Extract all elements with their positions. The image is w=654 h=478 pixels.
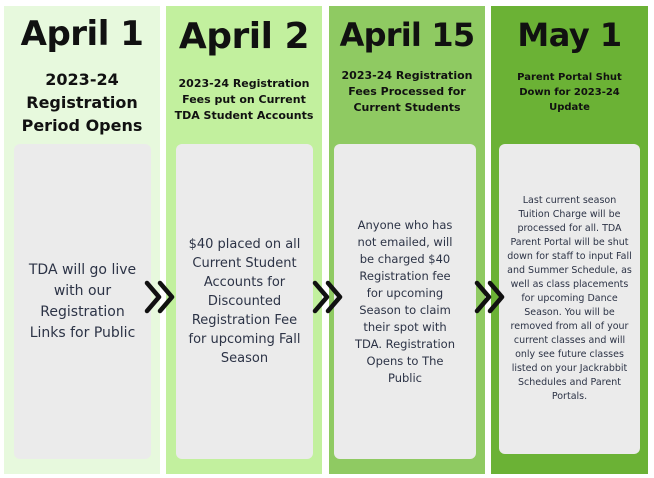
milestone-description: Anyone who has not emailed, will be charged $40 Registration fee for upcoming Season to claim their spot with TDA. Registration Opens to The Public — [354, 217, 455, 385]
double-chevron-right-icon — [142, 279, 178, 315]
milestone-title: 2023-24 Registration Fees put on Current TDA Student Accounts — [174, 77, 314, 122]
milestone-title: Parent Portal Shut Down for 2023-24 Update — [517, 72, 622, 113]
milestone-description: $40 placed on all Current Student Accounts for Discounted Registration Fee for upcoming Fall Season — [188, 237, 301, 366]
milestone-card — [334, 144, 476, 459]
milestone-title: 2023-24 Registration Fees Processed for Current Students — [341, 69, 473, 114]
timeline-column-april-1 — [4, 6, 160, 474]
timeline-column-april-15 — [329, 6, 485, 474]
milestone-description: Last current season Tuition Charge will be processed for all. TDA Parent Portal will be shut down for staff to input Fall and Summer Schedule, as well as class placements for upcoming Dance Season. You will be removed from all of your current classes and will only see future classes listed on your Jackrabbit Schedules and Parent Portals. — [507, 195, 632, 402]
milestone-title: 2023-24 Registration Period Opens — [21, 70, 143, 135]
date-heading: April 1 — [20, 14, 144, 54]
timeline-column-april-2 — [166, 6, 322, 474]
milestone-card — [14, 144, 151, 459]
milestone-card — [499, 144, 640, 454]
date-heading: April 15 — [339, 16, 475, 54]
milestone-card — [176, 144, 313, 459]
timeline-column-may-1 — [491, 6, 648, 474]
double-chevron-right-icon — [472, 279, 508, 315]
milestone-description: TDA will go live with our Registration Links for Public — [28, 261, 137, 341]
date-heading: May 1 — [517, 16, 622, 54]
date-heading: April 2 — [178, 16, 310, 57]
double-chevron-right-icon — [310, 279, 346, 315]
